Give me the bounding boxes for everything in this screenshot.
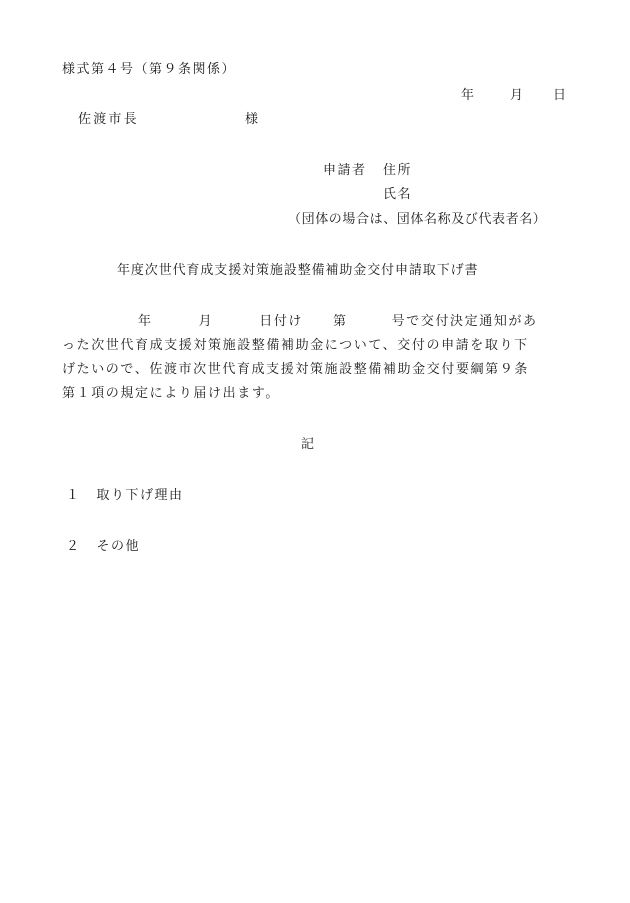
applicant-label: 申請者 bbox=[323, 163, 367, 178]
item-label: 取り下げ理由 bbox=[96, 488, 184, 503]
body-line-3: げたいので、佐渡市次世代育成支援対策施設整備補助金交付要綱第９条 bbox=[62, 362, 529, 377]
body-number-prefix: 第 bbox=[333, 314, 348, 329]
item-label: その他 bbox=[96, 539, 141, 554]
addressee-honorific: 様 bbox=[245, 112, 260, 127]
applicant-note: （団体の場合は、団体名称及び代表者名） bbox=[288, 212, 547, 227]
date-month-label: 月 bbox=[510, 88, 525, 103]
body-line-4: 第１項の規定により届け出ます。 bbox=[62, 386, 280, 401]
body-line-2: った次世代育成支援対策施設整備補助金について、交付の申請を取り下 bbox=[62, 338, 529, 353]
body-line-1-rest: 号で交付決定通知があ bbox=[391, 314, 538, 329]
document-title: 年度次世代育成支援対策施設整備補助金交付申請取下げ書 bbox=[117, 263, 479, 278]
body-paragraph bbox=[62, 310, 562, 406]
date-day-label: 日 bbox=[553, 88, 568, 103]
item-number: １ bbox=[66, 488, 81, 503]
item-number: ２ bbox=[66, 539, 81, 554]
body-month-label: 月 bbox=[198, 314, 214, 329]
form-number: 様式第４号（第９条関係） bbox=[62, 62, 237, 77]
date-year-label: 年 bbox=[461, 88, 476, 103]
body-year-label: 年 bbox=[138, 314, 153, 329]
addressee-name: 佐渡市長 bbox=[78, 112, 139, 127]
body-line-1 bbox=[62, 310, 562, 334]
ki-heading: 記 bbox=[301, 437, 316, 452]
body-dated-label: 日付け bbox=[259, 314, 304, 329]
list-item bbox=[66, 488, 184, 504]
applicant-name-label: 氏名 bbox=[383, 187, 413, 202]
applicant-address-label: 住所 bbox=[383, 163, 413, 178]
list-item bbox=[66, 539, 140, 555]
